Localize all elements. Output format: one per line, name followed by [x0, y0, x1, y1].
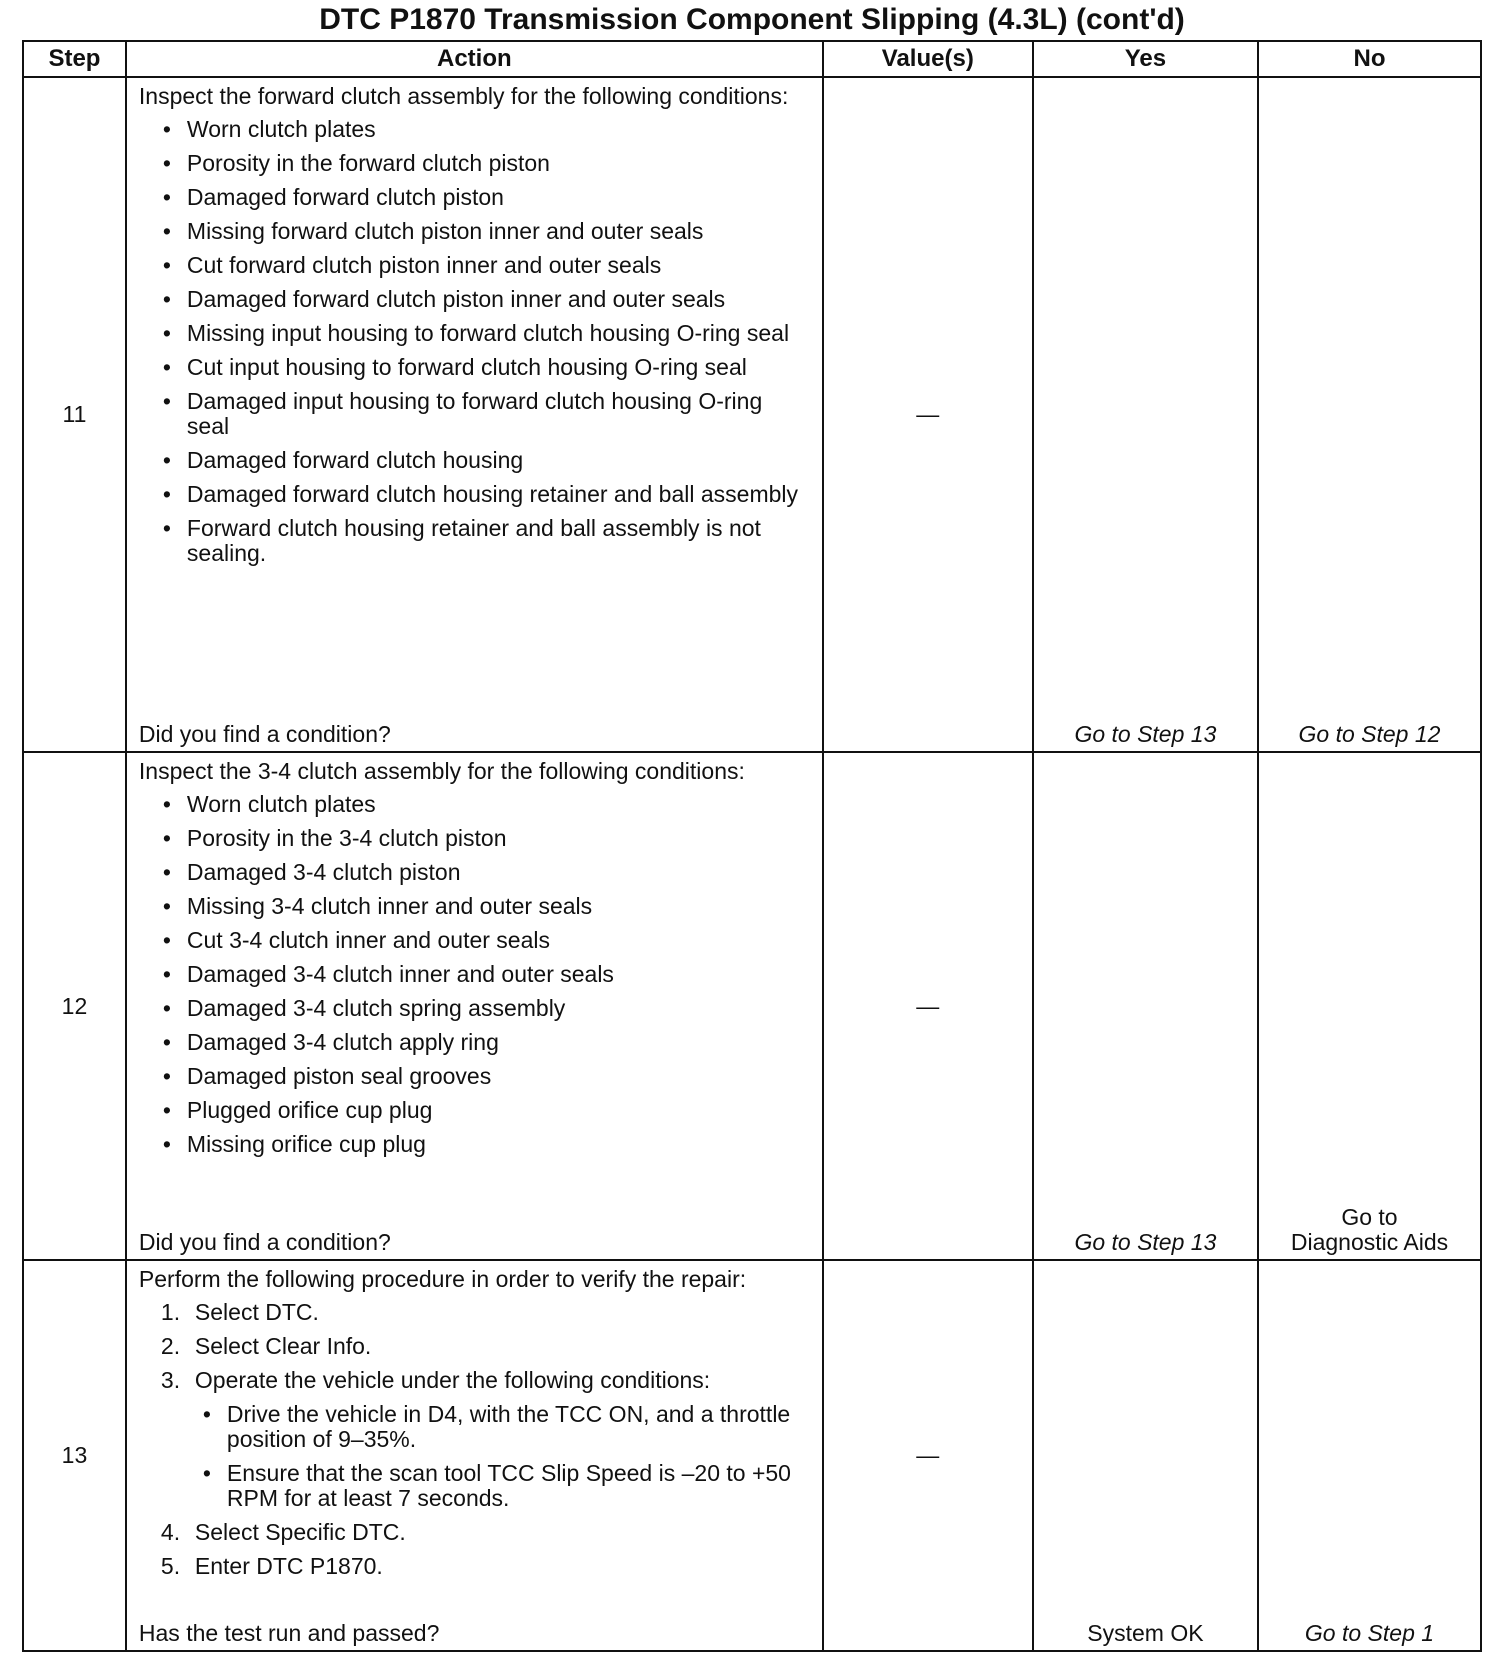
- list-item: • Cut input housing to forward clutch housing O-ring seal: [163, 355, 810, 380]
- list-item: • Damaged 3-4 clutch spring assembly: [163, 996, 810, 1021]
- value-cell: —: [823, 77, 1033, 752]
- list-item: • Missing 3-4 clutch inner and outer seals: [163, 894, 810, 919]
- procedure-step-number: 5.: [160, 1553, 181, 1580]
- condition-sublist: [195, 1402, 810, 1511]
- header-action: Action: [126, 41, 823, 77]
- procedure-step-text: Select Clear Info.: [194, 1333, 372, 1360]
- list-item: • Cut forward clutch piston inner and outer seals: [163, 253, 810, 278]
- procedure-step-number: 1.: [160, 1299, 181, 1326]
- diagnostic-table: [22, 40, 1482, 1652]
- action-question: Did you find a condition?: [138, 720, 391, 747]
- no-cell: Go to Step 12: [1258, 77, 1481, 752]
- list-item: • Damaged 3-4 clutch piston: [163, 860, 810, 885]
- list-item: • Damaged forward clutch housing: [163, 448, 810, 473]
- value-cell: —: [823, 1260, 1033, 1651]
- list-item: • Porosity in the forward clutch piston: [163, 151, 810, 176]
- list-item: • Damaged forward clutch piston: [163, 185, 810, 210]
- list-item: • Damaged 3-4 clutch inner and outer seals: [163, 962, 810, 987]
- list-item: • Cut 3-4 clutch inner and outer seals: [163, 928, 810, 953]
- procedure-step-number: 4.: [160, 1519, 181, 1546]
- procedure-step: [161, 1554, 810, 1579]
- procedure-step: [161, 1334, 810, 1359]
- condition-list: [139, 792, 810, 1157]
- action-cell: [126, 1260, 823, 1651]
- step-number: 11: [23, 77, 126, 752]
- step-number: 12: [23, 752, 126, 1260]
- header-no: No: [1258, 41, 1481, 77]
- action-intro: Inspect the 3-4 clutch assembly for the following conditions:: [138, 757, 745, 784]
- header-values: Value(s): [823, 41, 1033, 77]
- list-item: • Missing input housing to forward clutch housing O-ring seal: [163, 321, 810, 346]
- procedure-step: [161, 1300, 810, 1325]
- procedure-list: [139, 1300, 810, 1579]
- action-question: Has the test run and passed?: [138, 1620, 440, 1646]
- no-cell-line: Go to: [1341, 1204, 1398, 1231]
- action-question: Did you find a condition?: [138, 1229, 391, 1256]
- list-item: • Damaged forward clutch piston inner and outer seals: [163, 287, 810, 312]
- procedure-step-text: Operate the vehicle under the following conditions:: [194, 1367, 711, 1394]
- no-cell: Go to Step 1: [1258, 1260, 1481, 1651]
- procedure-step-number: 3.: [160, 1367, 181, 1394]
- list-item: • Damaged 3-4 clutch apply ring: [163, 1030, 810, 1055]
- list-item: • Worn clutch plates: [163, 792, 810, 817]
- procedure-step-text: Enter DTC P1870.: [194, 1553, 383, 1580]
- table-header-row: [23, 41, 1481, 77]
- header-yes: Yes: [1033, 41, 1258, 77]
- list-item: • Forward clutch housing retainer and ball assembly is not sealing.: [163, 516, 810, 566]
- list-item: • Plugged orifice cup plug: [163, 1098, 810, 1123]
- list-item: • Drive the vehicle in D4, with the TCC ON, and a throttle position of 9–35%.: [203, 1402, 810, 1452]
- table-row-step-11: [23, 77, 1481, 752]
- value-cell: —: [823, 752, 1033, 1260]
- list-item: • Missing forward clutch piston inner and outer seals: [163, 219, 810, 244]
- action-cell: [126, 77, 823, 752]
- list-item: • Damaged piston seal grooves: [163, 1064, 810, 1089]
- yes-cell: System OK: [1033, 1260, 1258, 1651]
- procedure-step-text: Select DTC.: [194, 1299, 319, 1326]
- table-row-step-13: [23, 1260, 1481, 1651]
- condition-list: [139, 117, 810, 566]
- yes-cell: Go to Step 13: [1033, 752, 1258, 1260]
- table-row-step-12: [23, 752, 1481, 1260]
- no-cell-line: Diagnostic Aids: [1290, 1229, 1449, 1256]
- list-item: • Damaged input housing to forward clutch housing O-ring seal: [163, 389, 810, 439]
- list-item: • Worn clutch plates: [163, 117, 810, 142]
- procedure-step: [161, 1368, 810, 1511]
- action-cell: [126, 752, 823, 1260]
- procedure-step-text: Select Specific DTC.: [194, 1519, 406, 1546]
- action-intro: Inspect the forward clutch assembly for the following conditions:: [138, 83, 789, 109]
- yes-cell: Go to Step 13: [1033, 77, 1258, 752]
- list-item: • Missing orifice cup plug: [163, 1132, 810, 1157]
- page-title: DTC P1870 Transmission Component Slipping (4.3L) (cont'd): [319, 3, 1185, 36]
- list-item: • Damaged forward clutch housing retainer and ball assembly: [163, 482, 810, 507]
- list-item: • Porosity in the 3-4 clutch piston: [163, 826, 810, 851]
- action-intro: Perform the following procedure in order to verify the repair:: [138, 1266, 747, 1293]
- no-cell: [1258, 752, 1481, 1260]
- procedure-step-number: 2.: [160, 1333, 181, 1360]
- header-step: Step: [23, 41, 126, 77]
- step-number: 13: [23, 1260, 126, 1651]
- procedure-step: [161, 1520, 810, 1545]
- list-item: • Ensure that the scan tool TCC Slip Speed is –20 to +50 RPM for at least 7 seconds.: [203, 1461, 810, 1511]
